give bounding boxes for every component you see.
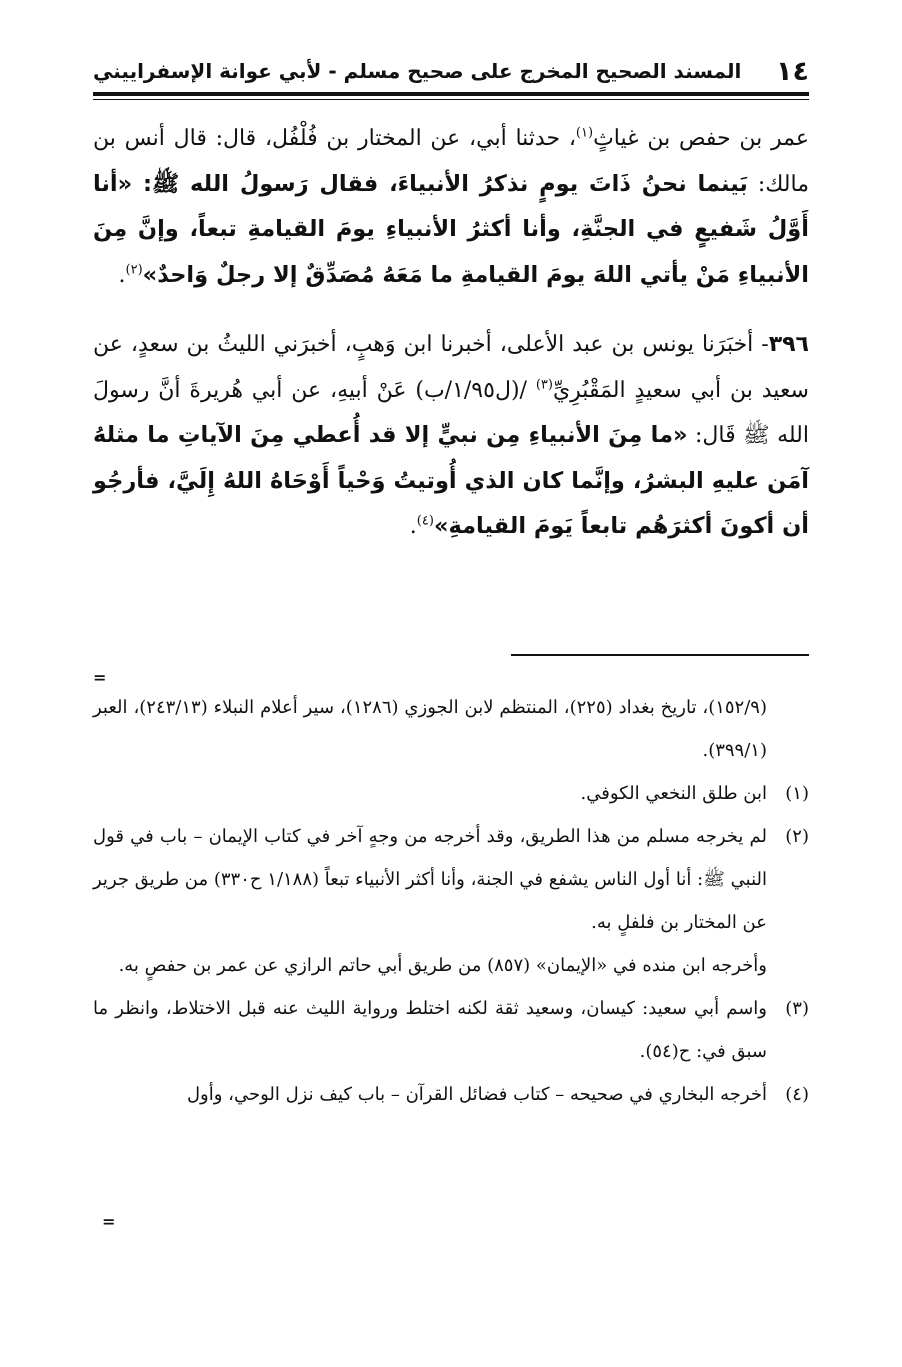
footnote-2-continued [93,944,809,987]
footnote-text: أخرجه البخاري في صحيحه – كتاب فضائل القرآن – باب كيف نزل الوحي، وأول [186,1084,767,1105]
p1-text-1: عمر بن حفص بن غياثٍ [593,126,809,151]
footnote-number: (١) [785,783,809,804]
p1-hadith-text: بَينما نحنُ ذَاتَ يومٍ نذكرُ الأنبياءَ، فقال رَسولُ الله ﷺ: «أنا أَوَّلُ شَفيعٍ في الجنَّةِ، وأنا أكثرُ الأنبياءِ يومَ القيامةِ تبعاً، وإنَّ مِنَ الأنبياءِ مَنْ يأتي اللهَ يومَ القيامةِ ما مَعَهُ مُصَدِّقٌ إلا رجلٌ وَاحدٌ» [93,170,809,288]
running-header [93,52,809,90]
header-rule-thick [93,92,809,96]
footnote-ref-1: (١) [575,125,594,141]
footnote-text: لم يخرجه مسلم من هذا الطريق، وقد أخرجه من وجهٍ آخر في كتاب الإيمان – باب في قول النبي ﷺ: أنا أول الناس يشفع في الجنة، وأنا أكثر الأنبياء تبعاً (١/١٨٨ ح٣٣٠) من طريق جرير عن المختار بن فلفلٍ به. [93,826,767,933]
footnote-ref-4: (٤) [416,513,434,529]
p1-text-2: ، حدثنا أبي، عن المختار بن فُلْفُل، قال: قال أنس بن مالك: [93,126,809,197]
footnote-continues-mark: = [102,1212,116,1231]
footnote-number: (٤) [785,1084,809,1105]
footnote-text: ابن طلق النخعي الكوفي. [580,783,767,804]
page-number: ١٤ [776,55,809,87]
p2-text-3: . [409,514,417,539]
footnote-4 [93,1073,809,1116]
paragraph-2 [93,322,809,550]
main-text [93,116,809,550]
footnote-ref-2: (٢) [125,262,143,278]
p2-text-2: /(ل١/٩٥/ب) عَنْ أبيهِ، عن أبي هُريرةَ أنَّ رسولَ الله ﷺ قَال: [93,377,809,448]
footnote-3 [93,987,809,1073]
footnote-2 [93,815,809,944]
footnote-continuation: (١٥٢/٩)، تاريخ بغداد (٢٢٥)، المنتظم لابن الجوزي (١٢٨٦)، سير أعلام النبلاء (٢٤٣/١٣)، العبر (٣٩٩/١). [93,697,767,761]
hadith-number: ٣٩٦ [768,332,809,357]
footnote-1 [93,772,809,815]
p2-text-1: - أخبَرَنا يونس بن عبد الأعلى، أخبرنا ابن وَهبٍ، أخبرَني الليثُ بن سعدٍ، عن سعيد بن أبي سعيدٍ المَقْبُرِيِّ [93,332,809,403]
header-rule-thin [93,99,809,100]
footnote-text: وأخرجه ابن منده في «الإيمان» (٨٥٧) من طريق أبي حاتم الرازي عن عمر بن حفصٍ به. [118,955,767,976]
p1-text-3: . [118,262,126,288]
footnote-ref-3: (٣) [535,377,553,393]
paragraph-1 [93,116,809,298]
footnotes [93,686,809,1116]
footnote-text: واسم أبي سعيد: كيسان، وسعيد ثقة لكنه اختلط ورواية الليث عنه قبل الاختلاط، وانظر ما سبق في: ح(٥٤). [93,998,767,1062]
footnote-number: (٢) [785,826,809,847]
p2-hadith-text: «ما مِنَ الأنبياءِ مِن نبيٍّ إلا قد أُعطي مِنَ الآياتِ ما مثلهُ آمَن عليهِ البشرُ، وإنَّما كان الذي أُوتيتُ وَحْياً أَوْحَاهُ اللهُ إِلَيَّ، فأرجُو أن أكونَ أكثرَهُم تابعاً يَومَ القيامةِ» [93,422,809,539]
footnote-continued-mark: = [93,668,107,687]
footnote-number: (٣) [785,998,809,1019]
footnote-separator [511,654,809,656]
header-title: المسند الصحيح المخرج على صحيح مسلم - لأبي عوانة الإسفراييني [93,59,742,83]
